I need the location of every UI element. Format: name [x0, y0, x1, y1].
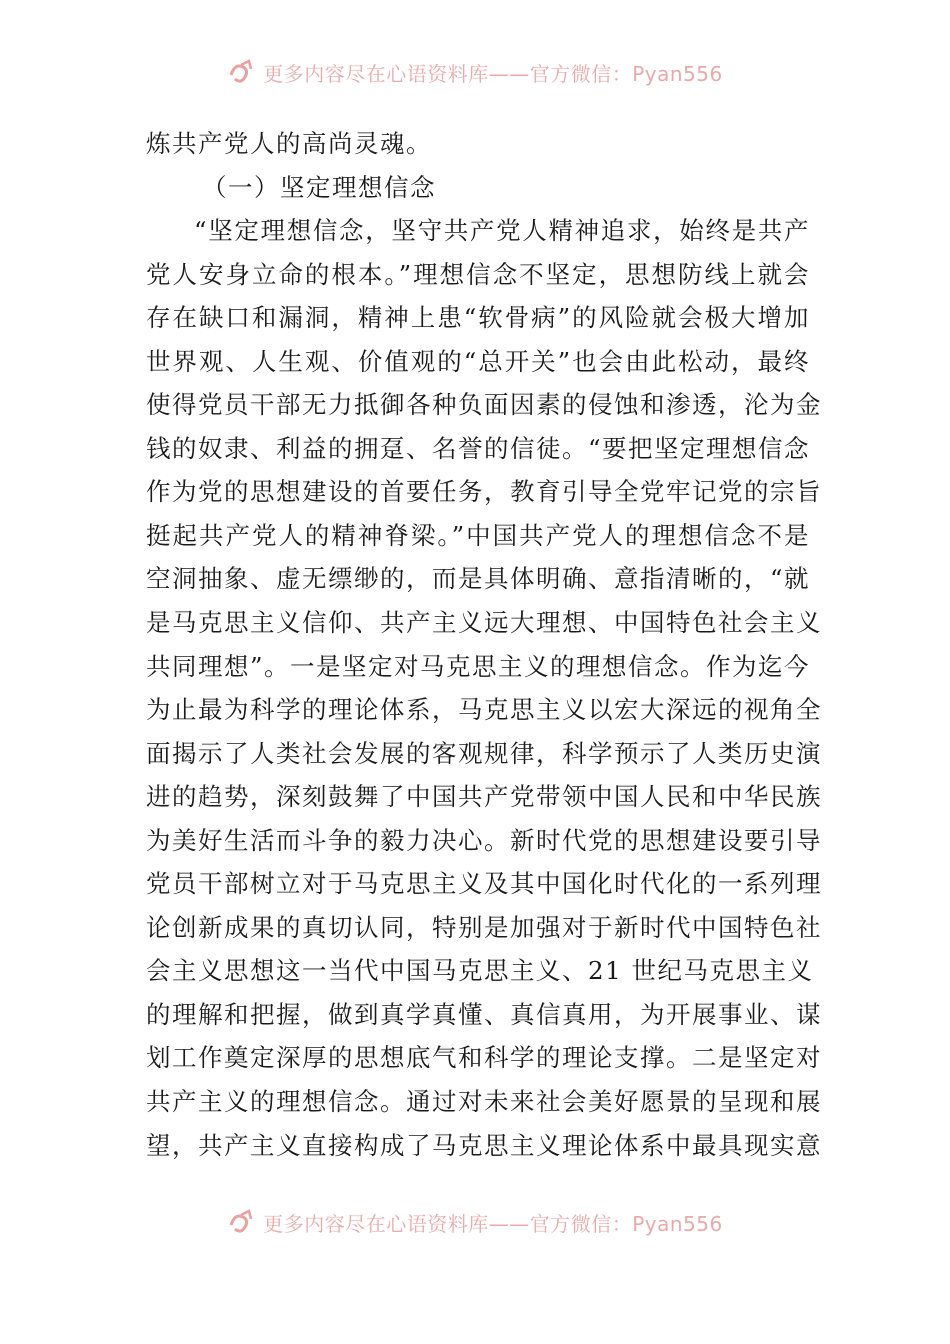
- text-line: 钱的奴隶、利益的拥趸、名誉的信徒。“要把坚定理想信念: [146, 433, 811, 463]
- document-body: [146, 122, 822, 1167]
- section-heading: （一）坚定理想信念: [202, 172, 436, 202]
- text-line: 会主义思想这一当代中国马克思主义、21 世纪马克思主义: [146, 956, 814, 986]
- text-line: 为美好生活而斗争的毅力决心。新时代党的思想建设要引导: [146, 825, 822, 855]
- watermark-text: 更多内容尽在心语资料库——官方微信：Pyan556: [263, 1211, 723, 1236]
- text-line: 进的趋势，深刻鼓舞了中国共产党带领中国人民和中华民族: [146, 782, 822, 812]
- text-line: “坚定理想信念，坚守共产党人精神追求，始终是共产: [194, 216, 810, 246]
- text-line: 共同理想”。一是坚定对马克思主义的理想信念。作为迄今: [146, 651, 811, 681]
- text-line: 的理解和把握，做到真学真懂、真信真用，为开展事业、谋: [146, 999, 822, 1029]
- text-line: 炼共产党人的高尚灵魂。: [146, 129, 432, 158]
- text-line: 使得党员干部无力抵御各种负面因素的侵蚀和渗透，沦为金: [146, 390, 822, 420]
- text-line: 是马克思主义信仰、共产主义远大理想、中国特色社会主义: [146, 608, 822, 638]
- text-line: 划工作奠定深厚的思想底气和科学的理论支撑。二是坚定对: [146, 1043, 822, 1073]
- text-line: 党人安身立命的根本。”理想信念不坚定，思想防线上就会: [146, 259, 810, 289]
- text-line: 存在缺口和漏洞，精神上患“软骨病”的风险就会极大增加: [146, 303, 810, 333]
- footer-watermark: [0, 1202, 950, 1242]
- header-watermark: [0, 52, 950, 92]
- text-line: 共产主义的理想信念。通过对未来社会美好愿景的呈现和展: [146, 1087, 822, 1117]
- text-line: 挺起共产党人的精神脊梁。”中国共产党人的理想信念不是: [146, 520, 810, 550]
- watermark-logo-icon: [227, 57, 257, 87]
- text-line: 党员干部树立对于马克思主义及其中国化时代化的一系列理: [146, 869, 822, 899]
- watermark-text: 更多内容尽在心语资料库——官方微信：Pyan556: [263, 61, 723, 86]
- text-line: 为止最为科学的理论体系，马克思主义以宏大深远的视角全: [146, 695, 822, 725]
- text-line: 望，共产主义直接构成了马克思主义理论体系中最具现实意: [146, 1130, 822, 1160]
- text-line: 面揭示了人类社会发展的客观规律，科学预示了人类历史演: [146, 738, 822, 768]
- text-line: 作为党的思想建设的首要任务，教育引导全党牢记党的宗旨: [146, 477, 822, 507]
- text-line: 论创新成果的真切认同，特别是加强对于新时代中国特色社: [146, 912, 822, 942]
- watermark-logo-icon: [227, 1207, 257, 1237]
- text-line: 空洞抽象、虚无缥缈的，而是具体明确、意指清晰的，“就: [146, 564, 811, 594]
- text-line: 世界观、人生观、价值观的“总开关”也会由此松动，最终: [146, 346, 810, 376]
